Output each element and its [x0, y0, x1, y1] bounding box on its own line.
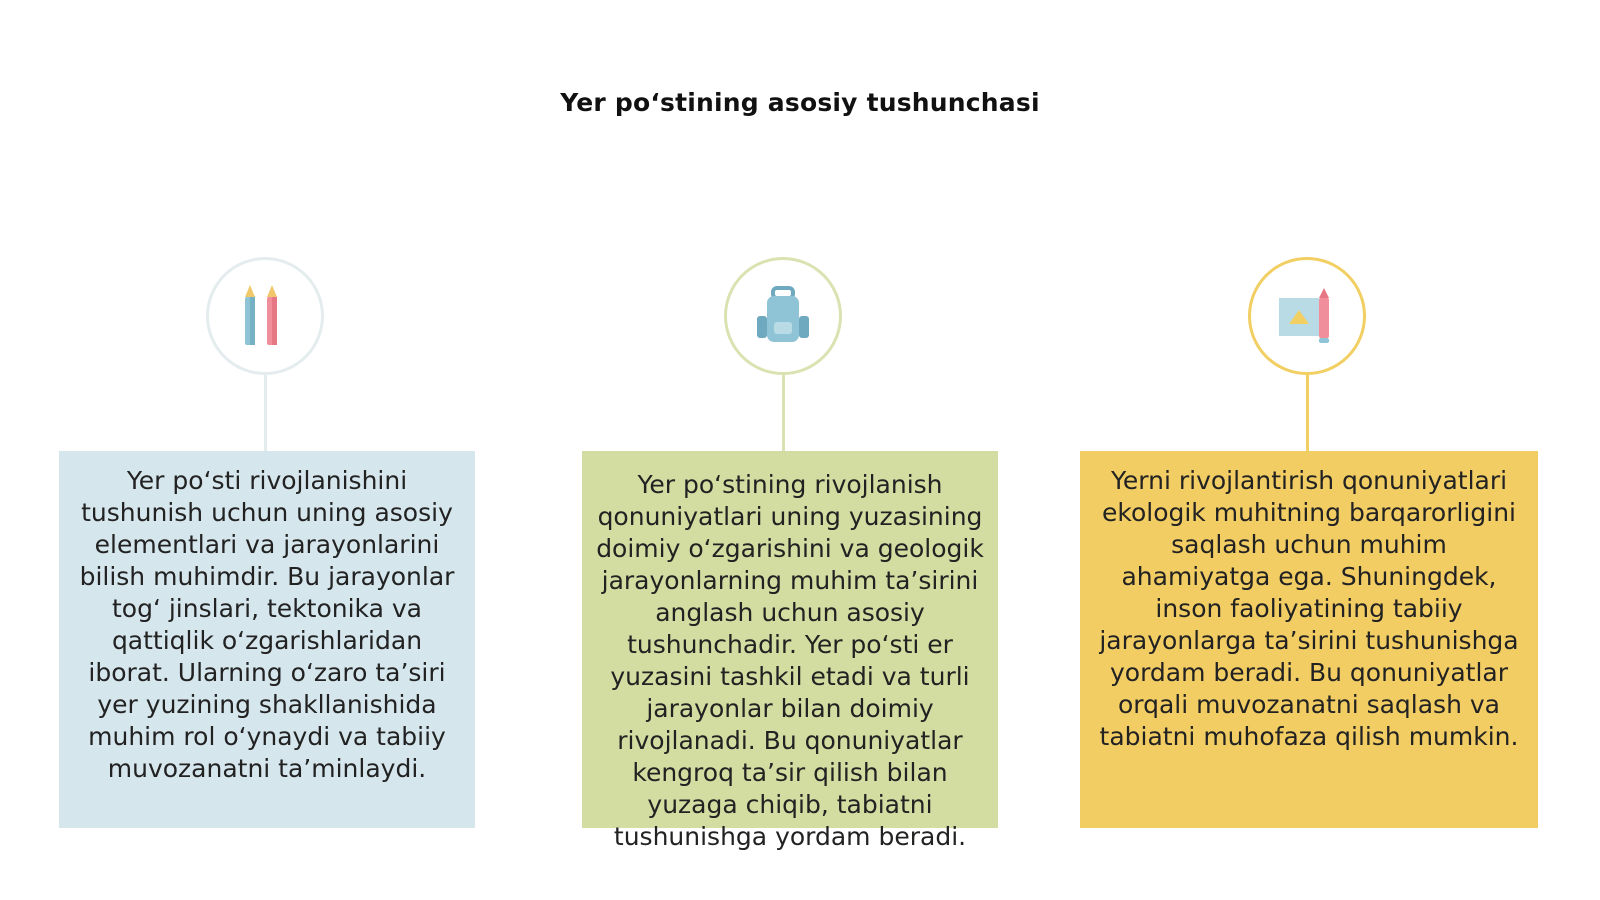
concept-card-text-2: Yer po‘stining rivojlanish qonuniyatlari uning yuzasining doimiy o‘zgarishini va geologik jarayonlarning muhim ta’sirini anglash uchun asosiy tushunchadir. Yer po‘sti er yuzasini tashkil etadi va turli jarayonlar bilan doimiy rivojlanadi. Bu qonuniyatlar kengroq ta’sir qilish bilan yuzaga chiqib, tabiatni tushunishga yordam beradi. — [596, 470, 984, 851]
connector-line-2 — [782, 375, 785, 451]
concept-card-text-1: Yer po‘sti rivojlanishini tushunish uchun uning asosiy elementlari va jarayonlarini bilish muhimdir. Bu jarayonlar tog‘ jinslari, tektonika va qattiqlik o‘zgarishlaridan iborat. Ularning o‘zaro ta’siri yer yuzining shakllanishida muhim rol o‘ynaydi va tabiiy muvozanatni ta’minlaydi. — [79, 466, 455, 783]
icon-circle-2 — [724, 257, 842, 375]
concept-card-3 — [1080, 451, 1538, 828]
icon-circle-1 — [206, 257, 324, 375]
page-title: Yer po‘stining asosiy tushunchasi — [560, 88, 1040, 117]
connector-line-1 — [264, 375, 267, 451]
drawing-pencil-icon — [1273, 284, 1341, 348]
concept-card-2 — [582, 451, 998, 851]
concept-card-1 — [59, 451, 475, 828]
backpack-icon — [751, 284, 815, 348]
pencils-icon — [235, 281, 295, 351]
icon-circle-3 — [1248, 257, 1366, 375]
concept-card-text-3: Yerni rivojlantirish qonuniyatlari ekologik muhitning barqarorligini saqlash uchun muhim ahamiyatga ega. Shuningdek, inson faoliyatining tabiiy jarayonlarga ta’sirini tushunishga yordam beradi. Bu qonuniyatlar orqali muvozanatni saqlash va tabiatni muhofaza qilish mumkin. — [1099, 466, 1519, 751]
connector-line-3 — [1306, 375, 1309, 451]
